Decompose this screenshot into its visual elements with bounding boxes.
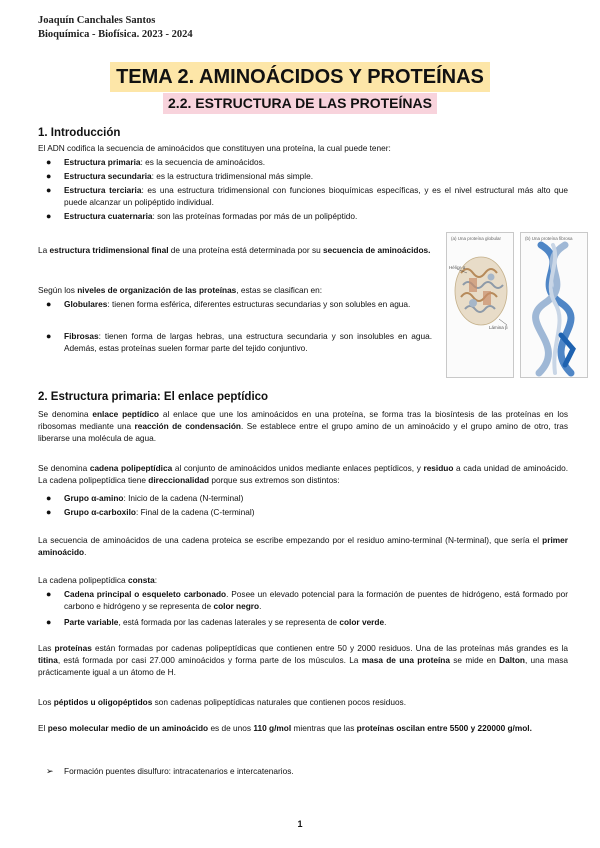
intro-text: El ADN codifica la secuencia de aminoácidos que constituyen una proteína, la cual puede tener: <box>38 143 391 153</box>
list-item: ● Estructura terciaria: es una estructura tridimensional con funciones bioquímicas específicas, y es el nivel estructural más alto que puede alcanzar un polipéptido individual. <box>46 185 568 207</box>
globular-protein-panel <box>446 232 514 378</box>
list-item: ● Cadena principal o esqueleto carbonado. Posee un elevado potencial para la formación de puentes de hidrógeno, está formado por carbono e hidrógeno y se representa de color negro. <box>46 589 569 611</box>
list-item: ● Globulares: tienen forma esférica, diferentes estructuras secundarias y son solubles en agua. <box>46 299 411 309</box>
paragraph: Los péptidos u oligopéptidos son cadenas polipeptídicas naturales que contienen pocos residuos. <box>38 697 407 707</box>
paragraph: Se denomina enlace peptídico al enlace que une los aminoácidos en una proteína, se forma tras la biosíntesis de las proteínas en los ribosomas mediante una reacción de condensación. Se establece entre el grupo amino de un aminoácido y el grupo amino de otro, tras liberarse una molécula de agua. <box>38 409 569 443</box>
globular-protein-illustration <box>447 233 515 379</box>
page-subtitle: 2.2. ESTRUCTURA DE LAS PROTEÍNAS <box>163 93 437 114</box>
paragraph: Según los niveles de organización de las proteínas, estas se clasifican en: <box>38 285 323 295</box>
paragraph: Las proteínas están formadas por cadenas polipeptídicas que contienen entre 50 y 2000 residuos. Una de las proteínas más grandes es la titina, está formada por casi 27.000 aminoácidos y forma parte de los músculos. La masa de una proteína se mide en Dalton, una masa prácticamente igual a un átomo de H. <box>38 643 568 677</box>
paragraph: El peso molecular medio de un aminoácido es de unos 110 g/mol mientras que las proteínas oscilan entre 5500 y 220000 g/mol. <box>38 723 532 733</box>
author-name: Joaquín Canchales Santos <box>38 15 156 26</box>
paragraph: La cadena polipeptídica consta: <box>38 575 158 585</box>
fibrous-protein-illustration <box>521 233 589 379</box>
list-item: ● Estructura primaria: es la secuencia de aminoácidos. <box>46 157 266 167</box>
helix-label: Hélice α <box>449 265 466 270</box>
list-item: ● Fibrosas: tienen forma de largas hebras, una estructura secundaria y son insolubles en agua. Además, estas proteínas suelen formar parte del tejido conjuntivo. <box>46 331 432 353</box>
page-title: TEMA 2. AMINOÁCIDOS Y PROTEÍNAS <box>110 62 490 92</box>
list-item: ● Estructura secundaria: es la estructura tridimensional más simple. <box>46 171 314 181</box>
section-2-heading: 2. Estructura primaria: El enlace peptídico <box>38 391 269 403</box>
list-item: ● Grupo α-carboxilo: Final de la cadena (C-terminal) <box>46 507 255 517</box>
list-item: ● Grupo α-amino: Inicio de la cadena (N-terminal) <box>46 493 244 503</box>
globular-caption: (a) Una proteína globular <box>451 236 502 241</box>
section-1-heading: 1. Introducción <box>38 127 121 139</box>
paragraph: La secuencia de aminoácidos de una cadena proteica se escribe empezando por el residuo amino-terminal (N-terminal), que sería el primer aminoácido. <box>38 535 568 557</box>
fibrous-caption: (b) Una proteína fibrosa <box>525 236 573 241</box>
course-name: Bioquímica - Biofísica. 2023 - 2024 <box>38 29 193 40</box>
sheet-label: Lámina β <box>489 325 508 330</box>
list-item: ● Estructura cuaternaria: son las proteínas formadas por más de un polipéptido. <box>46 211 358 221</box>
list-item: ➢ Formación puentes disulfuro: intracatenarios e intercatenarios. <box>46 766 294 776</box>
page-header <box>38 14 193 42</box>
list-item: ● Parte variable, está formada por las cadenas laterales y se representa de color verde. <box>46 617 387 627</box>
fibrous-protein-panel <box>520 232 588 378</box>
paragraph: Se denomina cadena polipeptídica al conjunto de aminoácidos unidos mediante enlaces peptídicos, y residuo a cada unidad de aminoácido. La cadena polipeptídica tiene direccionalidad porque sus extremos son distintos: <box>38 463 568 485</box>
protein-figure <box>446 232 588 378</box>
page-number: 1 <box>297 819 303 829</box>
paragraph: La estructura tridimensional final de una proteína está determinada por su secuencia de aminoácidos. <box>38 245 431 255</box>
